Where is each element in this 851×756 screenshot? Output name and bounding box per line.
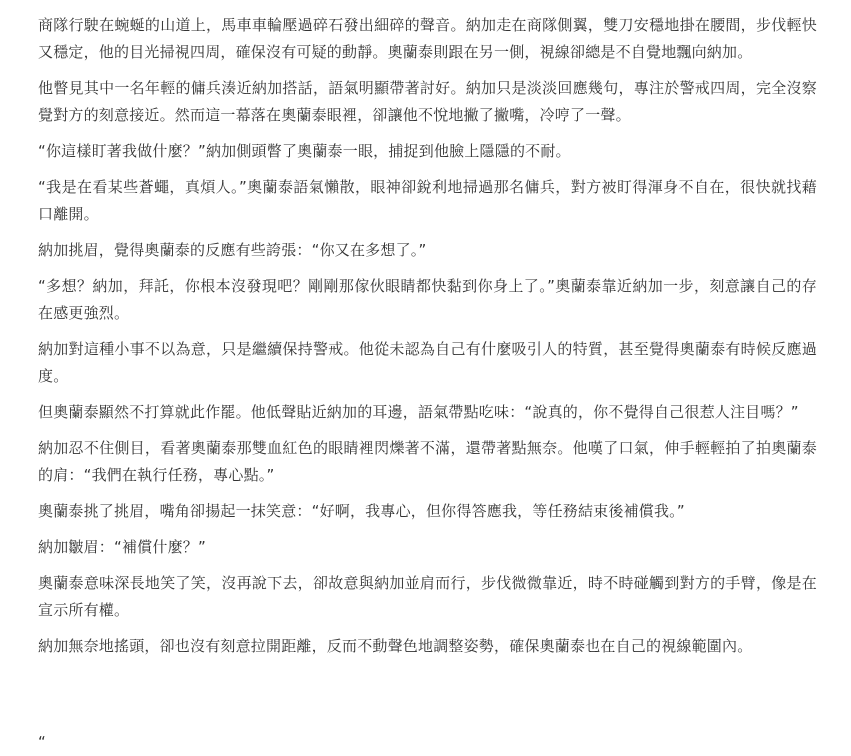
paragraph-8: 但奧蘭泰顯然不打算就此作罷。他低聲貼近納加的耳邊，語氣帶點吃味：“說真的，你不覺得自己很惹人注目嗎？”	[38, 403, 799, 421]
paragraph-9: 納加忍不住側目，看著奧蘭泰那雙血紅色的眼睛裡閃爍著不滿，還帶著點無奈。他嘆了口氣，伸手輕輕拍了拍奧蘭泰的肩：“我們在執行任務，專心點。”	[38, 439, 817, 484]
paragraph-6: “多想？納加，拜託，你根本沒發現吧？剛剛那傢伙眼睛都快黏到你身上了。”奧蘭泰靠近納加一步，刻意讓自己的存在感更強烈。	[38, 277, 817, 322]
paragraph-7: 納加對這種小事不以為意，只是繼續保持警戒。他從未認為自己有什麼吸引人的特質，甚至覺得奧蘭泰有時候反應過度。	[38, 340, 817, 385]
paragraph-11: 納加皺眉：“補償什麼？”	[38, 538, 206, 556]
paragraph-4: “我是在看某些蒼蠅，真煩人。”奧蘭泰語氣懶散，眼神卻銳利地掃過那名傭兵，對方被盯得渾身不自在，很快就找藉口離開。	[38, 178, 817, 223]
paragraph-12: 奧蘭泰意味深長地笑了笑，沒再說下去，卻故意與納加並肩而行，步伐微微靠近，時不時碰觸到對方的手臂，像是在宣示所有權。	[38, 574, 817, 619]
paragraph-13: 納加無奈地搖頭，卻也沒有刻意拉開距離，反而不動聲色地調整姿勢，確保奧蘭泰也在自己的視線範圍內。	[38, 637, 753, 655]
cut-off-next-line: “	[38, 733, 46, 751]
paragraph-10: 奧蘭泰挑了挑眉，嘴角卻揚起一抹笑意：“好啊，我專心，但你得答應我，等任務結束後補償我。”	[38, 502, 685, 520]
paragraph-3: “你這樣盯著我做什麼？”納加側頭瞥了奧蘭泰一眼，捕捉到他臉上隱隱的不耐。	[38, 142, 571, 160]
paragraph-2: 他瞥見其中一名年輕的傭兵湊近納加搭話，語氣明顯帶著討好。納加只是淡淡回應幾句，專注於警戒四周，完全沒察覺對方的刻意接近。然而這一幕落在奧蘭泰眼裡，卻讓他不悅地撇了撇嘴，冷哼了一聲。	[38, 79, 817, 124]
paragraph-5: 納加挑眉，覺得奧蘭泰的反應有些誇張：“你又在多想了。”	[38, 241, 427, 259]
paragraph-1: 商隊行駛在蜿蜒的山道上，馬車車輪壓過碎石發出細碎的聲音。納加走在商隊側翼，雙刀安穩地掛在腰間，步伐輕快又穩定，他的目光掃視四周，確保沒有可疑的動靜。奧蘭泰則跟在另一側，視線卻總是不自覺地飄向納加。	[38, 16, 817, 61]
